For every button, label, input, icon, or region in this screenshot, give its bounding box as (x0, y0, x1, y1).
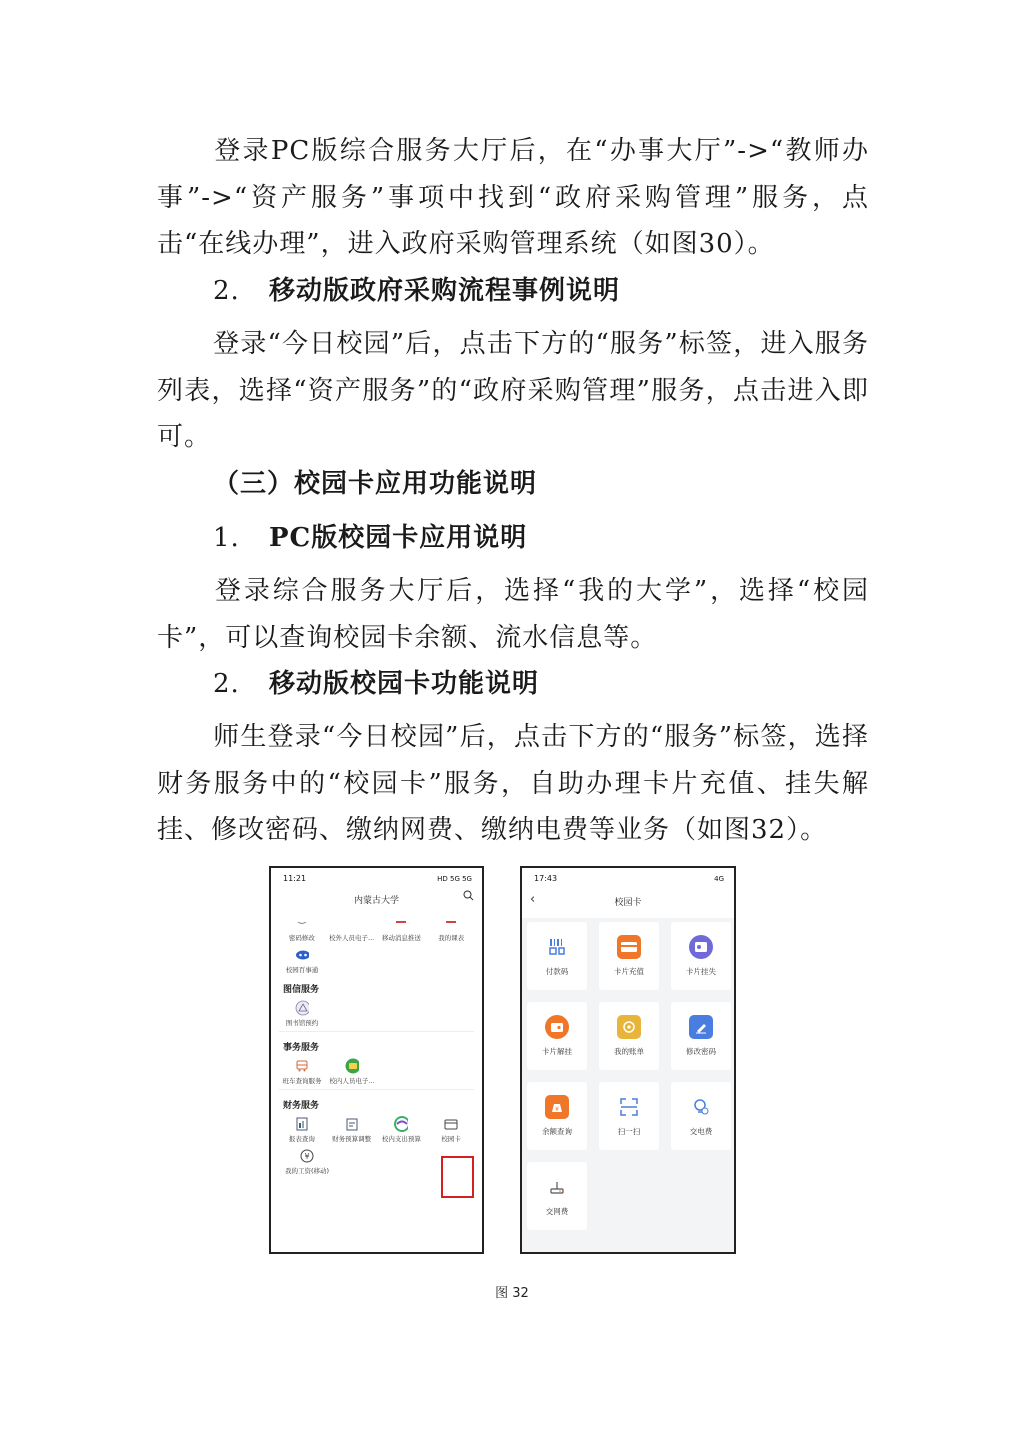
service-my-schedule[interactable]: 我的课表 (426, 916, 476, 942)
recharge-card-icon (617, 935, 641, 959)
heading-mobile-campus-card: 2. 移动版校园卡功能说明 (213, 669, 540, 699)
status-bar (271, 868, 482, 883)
service-library-booking[interactable]: 图书馆预约 (277, 1001, 327, 1027)
router-icon (545, 1175, 569, 1199)
scan-icon (617, 1095, 641, 1119)
tile-change-password[interactable]: 修改密码 (671, 1002, 731, 1070)
robot-icon (295, 948, 309, 962)
status-signal: HD 5G 5G (437, 874, 472, 883)
heading-pc-campus-card: 1. PC版校园卡应用说明 (213, 523, 528, 553)
service-shuttle-bus[interactable]: 班车查询服务 (277, 1059, 327, 1085)
nav-bar (522, 883, 734, 918)
service-campus-card[interactable]: 校园卡 (426, 1117, 476, 1143)
back-icon[interactable]: ‹ (530, 892, 536, 907)
service-icon (394, 916, 408, 930)
nav-bar (271, 893, 482, 906)
tile-payment-code[interactable]: 付款码 (527, 922, 587, 990)
service-campus-guide[interactable]: 校园百事通 (277, 948, 327, 974)
status-bar (522, 868, 734, 883)
service-internal-budget[interactable]: 校内支出预算 (377, 1117, 427, 1143)
affairs-service-row (271, 1059, 482, 1085)
section-title-library: 图信服务 (283, 985, 320, 995)
highlight-box (441, 1156, 474, 1198)
top-service-row (271, 916, 482, 942)
nav-title: 校园卡 (614, 898, 642, 908)
service-staff-card[interactable]: 校内人员电子... (327, 1059, 377, 1085)
section-divider (279, 1089, 474, 1090)
finance-service-row (271, 1117, 482, 1143)
status-time: 17:43 (534, 874, 558, 883)
section-title-affairs: 事务服务 (283, 1043, 320, 1053)
bill-icon (617, 1015, 641, 1039)
pencil-icon (689, 1015, 713, 1039)
report-icon (295, 1117, 309, 1131)
paragraph-mobile-campus-card: 师生登录“今日校园”后，点击下方的“服务”标签，选择财务服务中的“校园卡”服务，自助办理卡片充值、挂失解挂、修改密码、缴纳网费、缴纳电费等业务（如图32）。 (157, 722, 869, 845)
service-message-push[interactable]: 移动消息推送 (377, 916, 427, 942)
card-icon (444, 1117, 458, 1131)
search-icon[interactable] (463, 890, 474, 904)
tile-report-loss[interactable]: 卡片挂失 (671, 922, 731, 990)
service-budget-adjust[interactable]: 财务预算调整 (327, 1117, 377, 1143)
service-icon (444, 916, 458, 930)
tile-my-bill[interactable]: 我的账单 (599, 1002, 659, 1070)
paragraph-pc-campus-card: 登录综合服务大厅后，选择“我的大学”，选择“校园卡”，可以查询校园卡余额、流水信息等。 (157, 576, 869, 653)
service-my-salary[interactable]: ¥ 我的工资(移动) (277, 1149, 337, 1175)
tile-scan[interactable]: 扫一扫 (599, 1082, 659, 1150)
tile-network-fee[interactable]: 交网费 (527, 1162, 587, 1230)
nav-title: 内蒙古大学 (353, 896, 399, 906)
svg-text:¥: ¥ (304, 1152, 310, 1161)
status-time: 11:21 (283, 874, 307, 883)
clipboard-icon (345, 1117, 359, 1131)
yuan-icon (300, 1149, 314, 1163)
swirl-icon (394, 1117, 408, 1131)
id-card-icon (345, 1059, 359, 1073)
tile-balance-query[interactable]: ¥ 余额查询 (527, 1082, 587, 1150)
section-title-finance: 财务服务 (283, 1101, 320, 1111)
money-bag-icon (545, 1095, 569, 1119)
service-password-change[interactable]: 密码修改 (277, 916, 327, 942)
screenshot-campus-card (520, 866, 736, 1254)
tile-electricity-fee[interactable]: 交电费 (671, 1082, 731, 1150)
report-loss-icon (689, 935, 713, 959)
section-divider (279, 1031, 474, 1032)
library-icon (295, 1001, 309, 1015)
unlock-card-icon (545, 1015, 569, 1039)
screenshot-service-list (269, 866, 484, 1254)
heading-mobile-procurement: 2. 移动版政府采购流程事例说明 (213, 276, 621, 306)
lightbulb-icon (689, 1095, 713, 1119)
status-signal: 4G (714, 874, 724, 883)
service-visitor-pass[interactable]: 校外人员电子... (327, 916, 377, 942)
service-icon (295, 916, 309, 930)
card-function-grid (527, 922, 731, 1230)
figure-caption: 图 32 (495, 1286, 529, 1301)
library-service-row (271, 1001, 482, 1027)
paragraph-mobile-procurement: 登录“今日校园”后，点击下方的“服务”标签，进入服务列表，选择“资产服务”的“政府采购管理”服务，点击进入即可。 (157, 329, 869, 452)
tile-unlock-card[interactable]: 卡片解挂 (527, 1002, 587, 1070)
bus-icon (295, 1059, 309, 1073)
paragraph-pc-procurement: 登录PC版综合服务大厅后，在“办事大厅”->“教师办事”->“资产服务”事项中找到“政府采购管理”服务，点击“在线办理”，进入政府采购管理系统（如图30）。 (157, 136, 869, 259)
heading-campus-card: （三）校园卡应用功能说明 (213, 469, 538, 499)
svg-text:¥: ¥ (555, 1106, 559, 1113)
service-report-query[interactable]: 报表查询 (277, 1117, 327, 1143)
barcode-icon (545, 935, 569, 959)
tile-card-recharge[interactable]: 卡片充值 (599, 922, 659, 990)
service-icon (345, 916, 359, 930)
row-campus-guide (271, 948, 482, 974)
